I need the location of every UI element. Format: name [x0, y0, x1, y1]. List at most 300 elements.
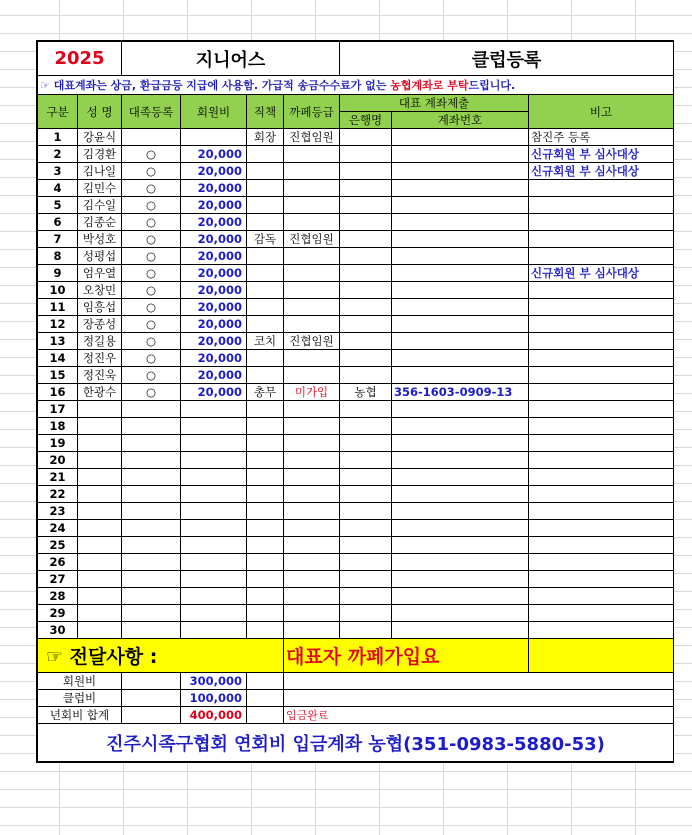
cell-role[interactable]: [247, 146, 284, 163]
cell-fee[interactable]: 20,000: [181, 299, 247, 316]
cell-role[interactable]: [247, 605, 284, 622]
cell-fee[interactable]: 20,000: [181, 384, 247, 401]
cell-cafe-grade[interactable]: [284, 282, 340, 299]
cell-no[interactable]: 17: [38, 401, 78, 418]
totals-spacer[interactable]: [122, 707, 181, 724]
cell-registration[interactable]: [122, 605, 181, 622]
cell-no[interactable]: 3: [38, 163, 78, 180]
cell-cafe-grade[interactable]: [284, 265, 340, 282]
cell-no[interactable]: 5: [38, 197, 78, 214]
cell-no[interactable]: 8: [38, 248, 78, 265]
cell-registration[interactable]: ○: [122, 299, 181, 316]
cell-name[interactable]: [78, 588, 122, 605]
totals-note[interactable]: 입금완료: [284, 707, 674, 724]
cell-cafe-grade[interactable]: [284, 588, 340, 605]
cell-role[interactable]: [247, 554, 284, 571]
cell-note[interactable]: [529, 197, 674, 214]
cell-note[interactable]: [529, 180, 674, 197]
cell-fee[interactable]: 20,000: [181, 180, 247, 197]
cell-note[interactable]: 참진주 등록: [529, 129, 674, 146]
cell-cafe-grade[interactable]: 진협임원: [284, 231, 340, 248]
cell-fee[interactable]: 20,000: [181, 197, 247, 214]
cell-account-number[interactable]: [392, 503, 529, 520]
cell-account-number[interactable]: [392, 129, 529, 146]
cell-name[interactable]: 임흥섭: [78, 299, 122, 316]
cell-name[interactable]: 김경환: [78, 146, 122, 163]
cell-note[interactable]: [529, 605, 674, 622]
cell-cafe-grade[interactable]: 미가입: [284, 384, 340, 401]
cell-cafe-grade[interactable]: [284, 316, 340, 333]
cell-registration[interactable]: [122, 554, 181, 571]
cell-no[interactable]: 13: [38, 333, 78, 350]
cell-cafe-grade[interactable]: [284, 418, 340, 435]
cell-cafe-grade[interactable]: [284, 605, 340, 622]
cell-note[interactable]: [529, 333, 674, 350]
cell-name[interactable]: [78, 503, 122, 520]
cell-registration[interactable]: [122, 588, 181, 605]
cell-bank[interactable]: [340, 367, 392, 384]
cell-fee[interactable]: 20,000: [181, 350, 247, 367]
cell-role[interactable]: [247, 248, 284, 265]
cell-account-number[interactable]: [392, 231, 529, 248]
cell-account-number[interactable]: [392, 367, 529, 384]
cell-fee[interactable]: [181, 418, 247, 435]
cell-cafe-grade[interactable]: 진협임원: [284, 333, 340, 350]
cell-registration[interactable]: ○: [122, 282, 181, 299]
cell-account-number[interactable]: [392, 316, 529, 333]
cell-no[interactable]: 11: [38, 299, 78, 316]
cell-cafe-grade[interactable]: [284, 350, 340, 367]
cell-no[interactable]: 6: [38, 214, 78, 231]
cell-bank[interactable]: [340, 282, 392, 299]
cell-registration[interactable]: ○: [122, 316, 181, 333]
cell-note[interactable]: [529, 418, 674, 435]
cell-account-number[interactable]: [392, 486, 529, 503]
cell-cafe-grade[interactable]: [284, 180, 340, 197]
year-cell[interactable]: 2025: [38, 42, 122, 76]
header-account[interactable]: 대표 계좌제출: [340, 95, 529, 112]
cell-fee[interactable]: 20,000: [181, 146, 247, 163]
cell-role[interactable]: [247, 163, 284, 180]
cell-bank[interactable]: [340, 316, 392, 333]
cell-bank[interactable]: [340, 452, 392, 469]
cell-name[interactable]: [78, 469, 122, 486]
deposit-account-footer[interactable]: 진주시족구협회 연회비 입금계좌 농협(351-0983-5880-53): [38, 724, 674, 762]
cell-cafe-grade[interactable]: [284, 520, 340, 537]
cell-bank[interactable]: [340, 265, 392, 282]
cell-name[interactable]: [78, 401, 122, 418]
cell-role[interactable]: 회장: [247, 129, 284, 146]
message-label-cell[interactable]: [38, 639, 284, 673]
cell-name[interactable]: 오창민: [78, 282, 122, 299]
cell-bank[interactable]: [340, 248, 392, 265]
cell-name[interactable]: 정길용: [78, 333, 122, 350]
cell-registration[interactable]: ○: [122, 384, 181, 401]
cell-fee[interactable]: [181, 605, 247, 622]
cell-bank[interactable]: [340, 571, 392, 588]
cell-fee[interactable]: [181, 435, 247, 452]
cell-account-number[interactable]: [392, 146, 529, 163]
cell-bank[interactable]: [340, 180, 392, 197]
totals-value[interactable]: 300,000: [181, 673, 247, 690]
cell-cafe-grade[interactable]: [284, 214, 340, 231]
cell-cafe-grade[interactable]: [284, 401, 340, 418]
cell-no[interactable]: 4: [38, 180, 78, 197]
cell-note[interactable]: [529, 367, 674, 384]
cell-fee[interactable]: 20,000: [181, 163, 247, 180]
cell-note[interactable]: [529, 299, 674, 316]
cell-note[interactable]: [529, 350, 674, 367]
cell-role[interactable]: 총무: [247, 384, 284, 401]
cell-name[interactable]: [78, 571, 122, 588]
totals-spacer[interactable]: [247, 707, 284, 724]
cell-bank[interactable]: [340, 622, 392, 639]
cell-account-number[interactable]: [392, 520, 529, 537]
cell-account-number[interactable]: [392, 622, 529, 639]
cell-note[interactable]: [529, 503, 674, 520]
cell-account-number[interactable]: [392, 469, 529, 486]
cell-bank[interactable]: [340, 401, 392, 418]
cell-role[interactable]: [247, 537, 284, 554]
header-registration[interactable]: 대족등록: [122, 95, 181, 129]
cell-name[interactable]: 김민수: [78, 180, 122, 197]
cell-cafe-grade[interactable]: [284, 367, 340, 384]
cell-cafe-grade[interactable]: [284, 554, 340, 571]
cell-cafe-grade[interactable]: [284, 299, 340, 316]
cell-fee[interactable]: [181, 537, 247, 554]
cell-fee[interactable]: 20,000: [181, 367, 247, 384]
cell-name[interactable]: 엄우열: [78, 265, 122, 282]
header-role[interactable]: 직책: [247, 95, 284, 129]
cell-fee[interactable]: [181, 554, 247, 571]
cell-bank[interactable]: [340, 503, 392, 520]
cell-fee[interactable]: [181, 622, 247, 639]
cell-account-number[interactable]: [392, 350, 529, 367]
cell-name[interactable]: 박성호: [78, 231, 122, 248]
cell-fee[interactable]: 20,000: [181, 265, 247, 282]
header-note[interactable]: 비고: [529, 95, 674, 129]
cell-name[interactable]: [78, 520, 122, 537]
cell-no[interactable]: 12: [38, 316, 78, 333]
cell-role[interactable]: [247, 265, 284, 282]
cell-fee[interactable]: [181, 588, 247, 605]
cell-name[interactable]: [78, 537, 122, 554]
cell-fee[interactable]: 20,000: [181, 282, 247, 299]
cell-role[interactable]: [247, 486, 284, 503]
cell-registration[interactable]: [122, 129, 181, 146]
header-bank[interactable]: 은행명: [340, 112, 392, 129]
cell-note[interactable]: 신규회원 부 심사대상: [529, 265, 674, 282]
cell-fee[interactable]: [181, 520, 247, 537]
cell-name[interactable]: [78, 622, 122, 639]
cell-registration[interactable]: ○: [122, 350, 181, 367]
cell-bank[interactable]: [340, 333, 392, 350]
cell-cafe-grade[interactable]: [284, 486, 340, 503]
cell-no[interactable]: 1: [38, 129, 78, 146]
cell-no[interactable]: 2: [38, 146, 78, 163]
cell-cafe-grade[interactable]: [284, 248, 340, 265]
cell-role[interactable]: [247, 180, 284, 197]
cell-note[interactable]: [529, 622, 674, 639]
cell-bank[interactable]: [340, 163, 392, 180]
cell-no[interactable]: 22: [38, 486, 78, 503]
cell-note[interactable]: [529, 384, 674, 401]
cell-name[interactable]: 김종순: [78, 214, 122, 231]
cell-cafe-grade[interactable]: [284, 452, 340, 469]
cell-bank[interactable]: [340, 350, 392, 367]
cell-name[interactable]: 강윤식: [78, 129, 122, 146]
cell-registration[interactable]: ○: [122, 146, 181, 163]
cell-cafe-grade[interactable]: [284, 571, 340, 588]
cell-role[interactable]: [247, 622, 284, 639]
cell-registration[interactable]: ○: [122, 333, 181, 350]
cell-cafe-grade[interactable]: [284, 197, 340, 214]
cell-fee[interactable]: 20,000: [181, 316, 247, 333]
totals-spacer[interactable]: [122, 673, 181, 690]
header-account-number[interactable]: 계좌번호: [392, 112, 529, 129]
cell-account-number[interactable]: [392, 197, 529, 214]
cell-bank[interactable]: [340, 469, 392, 486]
cell-role[interactable]: [247, 299, 284, 316]
cell-account-number[interactable]: [392, 163, 529, 180]
cell-no[interactable]: 26: [38, 554, 78, 571]
cell-note[interactable]: [529, 316, 674, 333]
cell-bank[interactable]: [340, 197, 392, 214]
cell-role[interactable]: 감독: [247, 231, 284, 248]
cell-no[interactable]: 21: [38, 469, 78, 486]
cell-bank[interactable]: [340, 520, 392, 537]
cell-note[interactable]: [529, 214, 674, 231]
cell-note[interactable]: [529, 231, 674, 248]
totals-label[interactable]: 년회비 합계: [38, 707, 122, 724]
cell-registration[interactable]: [122, 418, 181, 435]
cell-fee[interactable]: 20,000: [181, 248, 247, 265]
cell-account-number[interactable]: [392, 214, 529, 231]
cell-registration[interactable]: ○: [122, 214, 181, 231]
cell-account-number[interactable]: [392, 571, 529, 588]
cell-bank[interactable]: 농협: [340, 384, 392, 401]
cell-account-number[interactable]: [392, 401, 529, 418]
cell-fee[interactable]: 20,000: [181, 231, 247, 248]
cell-cafe-grade[interactable]: 진협임원: [284, 129, 340, 146]
cell-cafe-grade[interactable]: [284, 503, 340, 520]
totals-value[interactable]: 100,000: [181, 690, 247, 707]
cell-role[interactable]: [247, 282, 284, 299]
cell-bank[interactable]: [340, 554, 392, 571]
cell-fee[interactable]: 20,000: [181, 214, 247, 231]
cell-bank[interactable]: [340, 231, 392, 248]
cell-bank[interactable]: [340, 435, 392, 452]
cell-note[interactable]: [529, 435, 674, 452]
cell-no[interactable]: 18: [38, 418, 78, 435]
cell-bank[interactable]: [340, 605, 392, 622]
cell-bank[interactable]: [340, 146, 392, 163]
cell-bank[interactable]: [340, 214, 392, 231]
cell-note[interactable]: [529, 520, 674, 537]
cell-role[interactable]: [247, 401, 284, 418]
cell-bank[interactable]: [340, 588, 392, 605]
cell-note[interactable]: [529, 401, 674, 418]
cell-no[interactable]: 9: [38, 265, 78, 282]
cell-fee[interactable]: [181, 452, 247, 469]
totals-spacer[interactable]: [247, 673, 284, 690]
cell-registration[interactable]: ○: [122, 265, 181, 282]
cell-registration[interactable]: [122, 435, 181, 452]
cell-registration[interactable]: [122, 571, 181, 588]
cell-fee[interactable]: [181, 129, 247, 146]
totals-spacer[interactable]: [122, 690, 181, 707]
cell-role[interactable]: 코치: [247, 333, 284, 350]
cell-role[interactable]: [247, 418, 284, 435]
cell-no[interactable]: 15: [38, 367, 78, 384]
cell-no[interactable]: 23: [38, 503, 78, 520]
cell-no[interactable]: 20: [38, 452, 78, 469]
cell-name[interactable]: 성평섭: [78, 248, 122, 265]
cell-fee[interactable]: [181, 401, 247, 418]
cell-cafe-grade[interactable]: [284, 622, 340, 639]
cell-bank[interactable]: [340, 418, 392, 435]
cell-note[interactable]: [529, 554, 674, 571]
cell-no[interactable]: 30: [38, 622, 78, 639]
totals-label[interactable]: 회원비: [38, 673, 122, 690]
cell-no[interactable]: 7: [38, 231, 78, 248]
cell-registration[interactable]: [122, 486, 181, 503]
cell-fee[interactable]: [181, 469, 247, 486]
cell-role[interactable]: [247, 197, 284, 214]
cell-role[interactable]: [247, 588, 284, 605]
cell-name[interactable]: [78, 435, 122, 452]
cell-role[interactable]: [247, 435, 284, 452]
cell-account-number[interactable]: [392, 554, 529, 571]
cell-no[interactable]: 29: [38, 605, 78, 622]
totals-label[interactable]: 클럽비: [38, 690, 122, 707]
cell-no[interactable]: 24: [38, 520, 78, 537]
cell-registration[interactable]: ○: [122, 180, 181, 197]
cell-registration[interactable]: [122, 469, 181, 486]
cell-registration[interactable]: [122, 622, 181, 639]
cell-note[interactable]: [529, 486, 674, 503]
cell-cafe-grade[interactable]: [284, 537, 340, 554]
message-text[interactable]: 대표자 까페가입요: [284, 639, 529, 673]
cell-account-number[interactable]: [392, 333, 529, 350]
cell-role[interactable]: [247, 503, 284, 520]
cell-account-number[interactable]: [392, 180, 529, 197]
cell-registration[interactable]: ○: [122, 367, 181, 384]
cell-role[interactable]: [247, 316, 284, 333]
cell-role[interactable]: [247, 350, 284, 367]
cell-account-number[interactable]: [392, 537, 529, 554]
cell-name[interactable]: 장종성: [78, 316, 122, 333]
cell-name[interactable]: 김나일: [78, 163, 122, 180]
cell-registration[interactable]: ○: [122, 197, 181, 214]
cell-cafe-grade[interactable]: [284, 146, 340, 163]
cell-cafe-grade[interactable]: [284, 469, 340, 486]
cell-bank[interactable]: [340, 129, 392, 146]
cell-account-number[interactable]: [392, 605, 529, 622]
cell-account-number[interactable]: [392, 435, 529, 452]
cell-registration[interactable]: ○: [122, 231, 181, 248]
notice-cell[interactable]: [38, 76, 674, 95]
totals-value[interactable]: 400,000: [181, 707, 247, 724]
cell-name[interactable]: [78, 452, 122, 469]
cell-bank[interactable]: [340, 299, 392, 316]
cell-fee[interactable]: [181, 503, 247, 520]
cell-fee[interactable]: [181, 571, 247, 588]
cell-account-number[interactable]: [392, 248, 529, 265]
cell-name[interactable]: 정진우: [78, 350, 122, 367]
cell-note[interactable]: [529, 537, 674, 554]
cell-no[interactable]: 10: [38, 282, 78, 299]
cell-name[interactable]: [78, 418, 122, 435]
cell-no[interactable]: 28: [38, 588, 78, 605]
cell-registration[interactable]: [122, 503, 181, 520]
cell-account-number[interactable]: [392, 452, 529, 469]
cell-account-number[interactable]: [392, 588, 529, 605]
cell-note[interactable]: [529, 452, 674, 469]
cell-bank[interactable]: [340, 486, 392, 503]
cell-account-number[interactable]: [392, 265, 529, 282]
cell-note[interactable]: 신규회원 부 심사대상: [529, 163, 674, 180]
cell-account-number[interactable]: 356-1603-0909-13: [392, 384, 529, 401]
cell-cafe-grade[interactable]: [284, 435, 340, 452]
club-name-cell[interactable]: 지니어스: [122, 42, 340, 76]
cell-registration[interactable]: [122, 520, 181, 537]
cell-fee[interactable]: [181, 486, 247, 503]
cell-note[interactable]: [529, 469, 674, 486]
cell-registration[interactable]: ○: [122, 163, 181, 180]
cell-account-number[interactable]: [392, 299, 529, 316]
header-name[interactable]: 성 명: [78, 95, 122, 129]
cell-note[interactable]: [529, 571, 674, 588]
cell-no[interactable]: 16: [38, 384, 78, 401]
totals-note[interactable]: [284, 673, 674, 690]
cell-role[interactable]: [247, 367, 284, 384]
message-empty[interactable]: [529, 639, 674, 673]
header-no[interactable]: 구분: [38, 95, 78, 129]
cell-no[interactable]: 27: [38, 571, 78, 588]
cell-bank[interactable]: [340, 537, 392, 554]
cell-no[interactable]: 19: [38, 435, 78, 452]
cell-note[interactable]: [529, 248, 674, 265]
cell-name[interactable]: [78, 605, 122, 622]
cell-name[interactable]: 한광수: [78, 384, 122, 401]
header-fee[interactable]: 회원비: [181, 95, 247, 129]
cell-account-number[interactable]: [392, 282, 529, 299]
cell-name[interactable]: [78, 486, 122, 503]
cell-account-number[interactable]: [392, 418, 529, 435]
cell-note[interactable]: [529, 282, 674, 299]
cell-name[interactable]: 김수일: [78, 197, 122, 214]
totals-note[interactable]: [284, 690, 674, 707]
cell-name[interactable]: [78, 554, 122, 571]
form-title-cell[interactable]: 클럽등록: [340, 42, 674, 76]
cell-registration[interactable]: [122, 401, 181, 418]
cell-note[interactable]: 신규회원 부 심사대상: [529, 146, 674, 163]
totals-spacer[interactable]: [247, 690, 284, 707]
cell-registration[interactable]: [122, 537, 181, 554]
cell-registration[interactable]: [122, 452, 181, 469]
cell-role[interactable]: [247, 520, 284, 537]
cell-role[interactable]: [247, 571, 284, 588]
cell-no[interactable]: 25: [38, 537, 78, 554]
cell-registration[interactable]: ○: [122, 248, 181, 265]
header-cafe-grade[interactable]: 까페등급: [284, 95, 340, 129]
cell-no[interactable]: 14: [38, 350, 78, 367]
cell-role[interactable]: [247, 214, 284, 231]
cell-cafe-grade[interactable]: [284, 163, 340, 180]
cell-name[interactable]: 정진욱: [78, 367, 122, 384]
cell-role[interactable]: [247, 452, 284, 469]
